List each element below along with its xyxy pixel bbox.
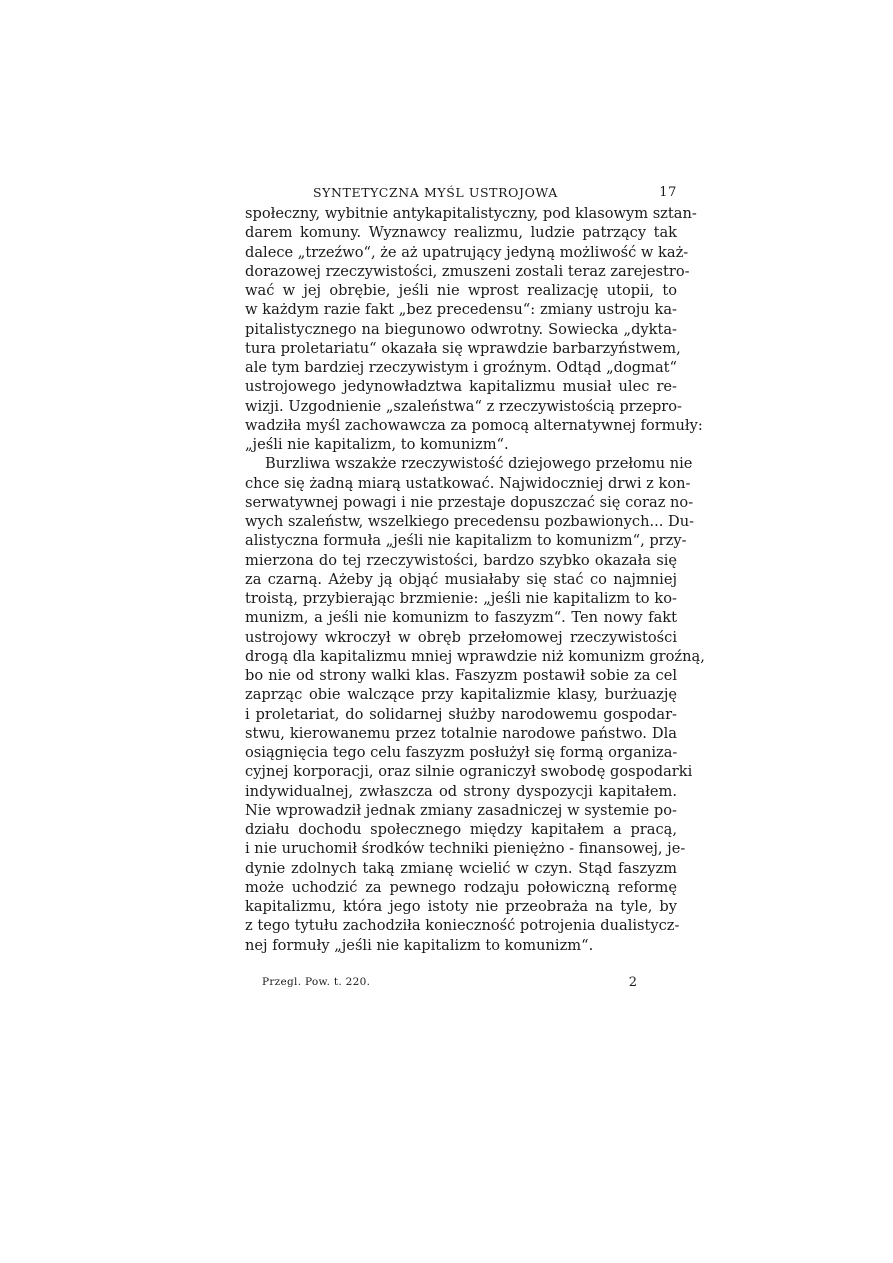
text-line: dynie zdolnych taką zmianę wcielić w czyn. Stąd faszyzm [245,859,677,877]
text-line: i nie uruchomił środków techniki pieniężno - finansowej, je- [245,840,686,858]
text-line: osiągnięcia tego celu faszyzm posłużył się formą organiza- [245,744,678,761]
text-line: społeczny, wybitnie antykapitalistyczny, pod klasowym sztan- [245,205,697,222]
text-line: ustrojowy wkroczył w obręb przełomowej rzeczywistości [245,628,677,646]
text-line: kapitalizmu, która jego istoty nie przeobraża na tyle, by [245,898,677,915]
text-line: wać w jej obrębie, jeśli nie wprost realizację utopii, to [245,282,677,299]
text-line: z tego tytułu zachodziła konieczność potrojenia dualistycz- [245,917,680,935]
text-line: serwatywnej powagi i nie przestaje dopuszczać się coraz no- [245,493,694,511]
printer-signature: Przegl. Pow. t. 220. [262,976,371,988]
text-line: stwu, kierowanemu przez totalnie narodowe państwo. Dla [245,724,677,742]
body-text [245,204,705,955]
text-line: za czarną. Ażeby ją objąć musiałaby się stać co najmniej [245,570,677,588]
text-line: munizm, a jeśli nie komunizm to faszyzm“. Ten nowy fakt [245,609,677,627]
text-line: bo nie od strony walki klas. Faszyzm postawił sobie za cel [245,667,677,684]
text-line: alistyczna formuła „jeśli nie kapitalizm to komunizm“, przy- [245,532,687,550]
paragraph [245,204,703,454]
text-line: działu dochodu społecznego między kapitałem a pracą, [245,821,677,838]
text-line: ale tym bardziej rzeczywistym i groźnym. Odtąd „dogmat“ [245,359,677,376]
text-line: wizji. Uzgodnienie „szaleństwa“ z rzeczywistością przepro- [245,397,682,415]
text-line: chce się żadną miarą ustatkować. Najwidoczniej drwi z kon- [245,474,691,492]
text-line: drogą dla kapitalizmu mniej wprawdzie niż komunizm groźną, [245,647,705,665]
text-line: wych szaleństw, wszelkiego precedensu pozbawionych... Du- [245,513,695,530]
page-number: 17 [659,185,677,200]
text-line: może uchodzić za pewnego rodzaju połowiczną reformę [245,878,677,896]
text-line: troistą, przybierając brzmienie: „jeśli nie kapitalizm to ko- [245,590,677,607]
text-line: wadziła myśl zachowawcza za pomocą alternatywnej formuły: [245,416,703,434]
text-line: nej formuły „jeśli nie kapitalizm to komunizm“. [245,936,594,954]
text-line: Burzliwa wszakże rzeczywistość dziejowego przełomu nie [265,455,693,473]
text-line: indywidualnej, zwłaszcza od strony dyspozycji kapitałem. [245,782,677,800]
sheet-number: 2 [628,975,637,990]
text-line: i proletariat, do solidarnej służby narodowemu gospodar- [245,705,677,723]
text-line: Nie wprowadził jednak zmiany zasadniczej w systemie po- [245,801,677,819]
text-line: mierzona do tej rzeczywistości, bardzo szybko okazała się [245,551,677,569]
text-line: cyjnej korporacji, oraz silnie ograniczył swobodę gospodarki [245,763,693,781]
text-line: ustrojowego jedynowładztwa kapitalizmu musiał ulec re- [245,378,677,396]
text-line: darem komuny. Wyznawcy realizmu, ludzie patrzący tak [245,224,677,242]
text-line: „jeśli nie kapitalizm, to komunizm“. [245,436,509,453]
text-line: w każdym razie fakt „bez precedensu“: zmiany ustroju ka- [245,301,677,319]
text-line: zaprząc obie walczące przy kapitalizmie klasy, burżuazję [245,686,677,704]
running-header [245,185,677,205]
text-line: pitalistycznego na biegunowo odwrotny. Sowiecka „dykta- [245,320,677,338]
text-line: tura proletariatu“ okazała się wprawdzie barbarzyństwem, [245,339,681,357]
text-line: dalece „trzeźwo“, że aż upatrujący jedyną możliwość w każ- [245,243,689,261]
running-title: SYNTETYCZNA MYŚL USTROJOWA [313,185,558,200]
text-line: dorazowej rzeczywistości, zmuszeni zostali teraz zarejestro- [245,262,690,280]
paragraph [245,454,705,955]
